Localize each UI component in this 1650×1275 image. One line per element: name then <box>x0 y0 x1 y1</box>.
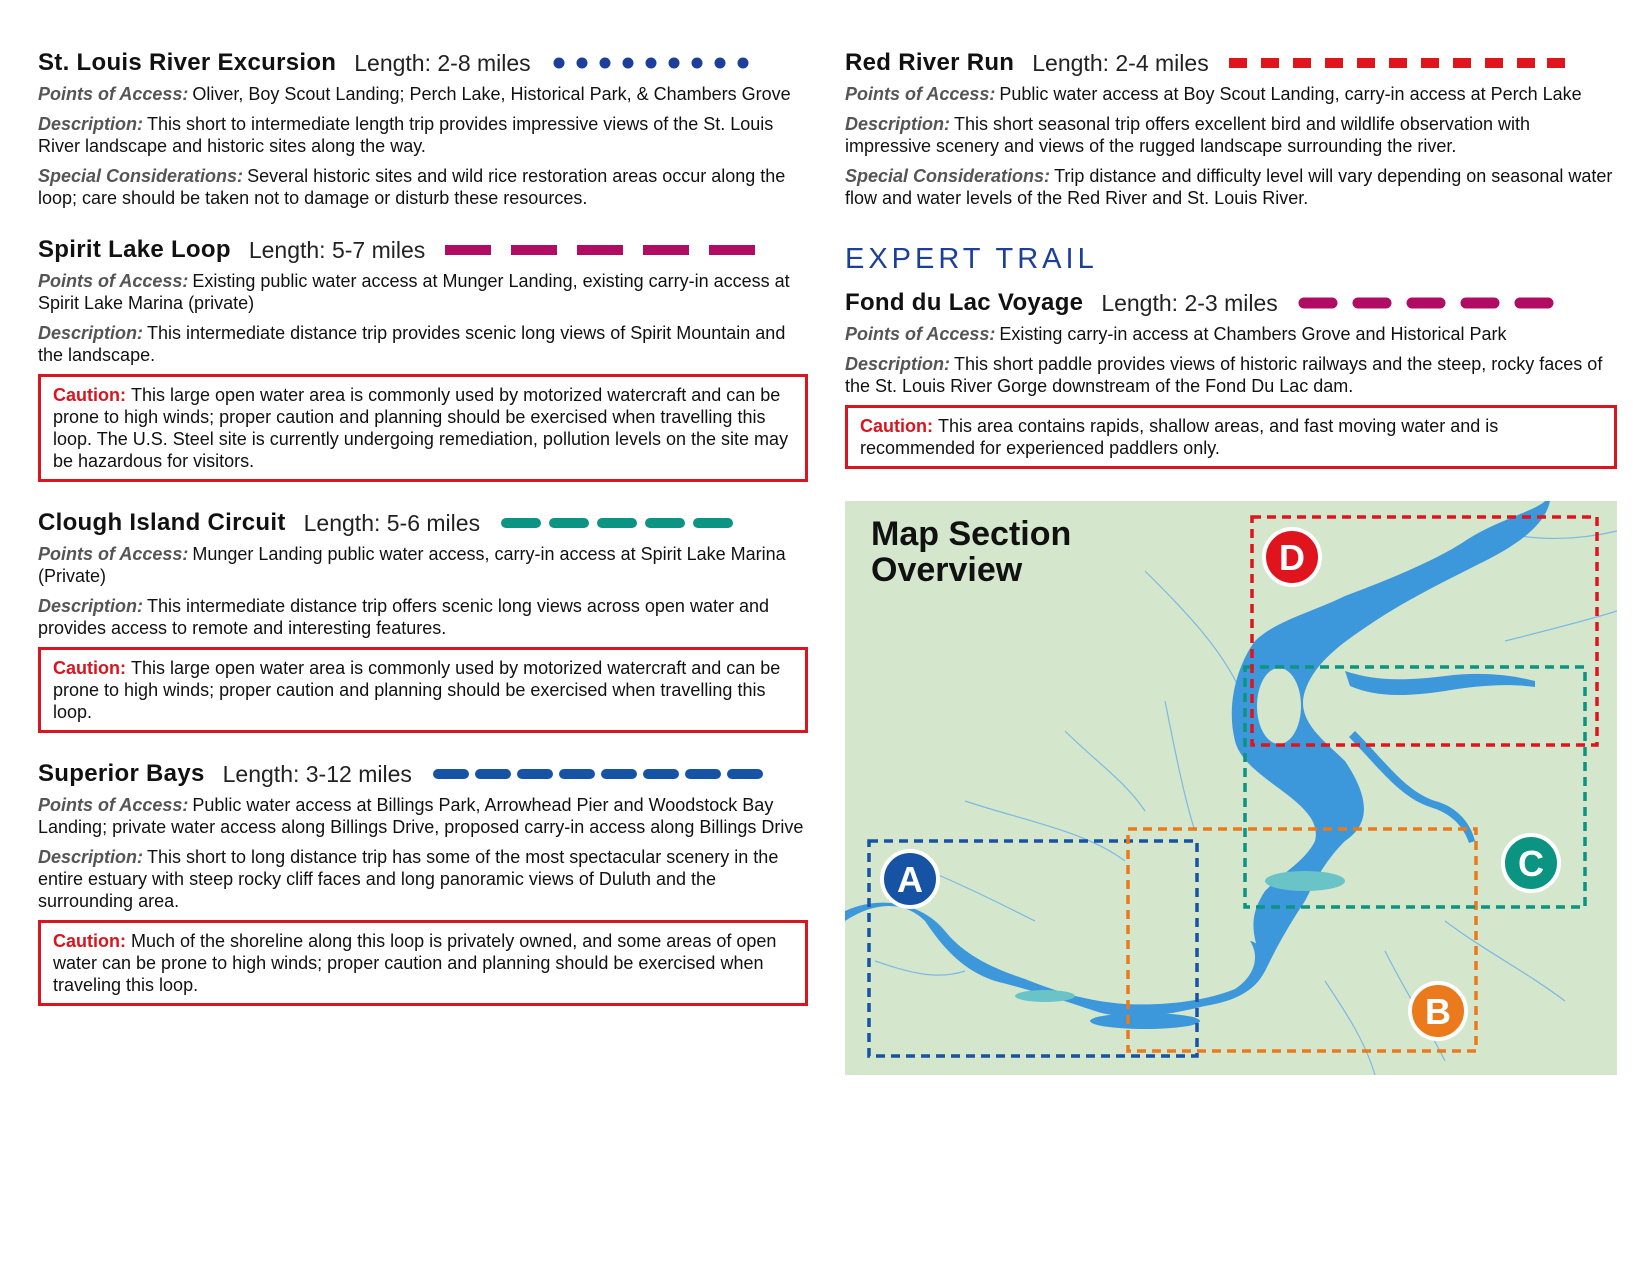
description: Description: This short paddle provides views of historic railways and the steep, rocky faces of the St. Louis River Gorge downstream of the Fond Du Lac dam. <box>845 354 1603 396</box>
trail-length: Length: 2-4 miles <box>1032 49 1209 76</box>
left-column <box>38 46 808 1030</box>
trail-fond-du-lac-voyage <box>845 286 1617 469</box>
trail-name: Clough Island Circuit <box>38 509 286 536</box>
trail-red-river-run <box>845 46 1617 209</box>
trail-header <box>38 233 808 267</box>
caution-box: Caution: This large open water area is commonly used by motorized watercraft and can be prone to high winds; proper caution and planning should be exercised when travelling this loop. <box>38 647 808 733</box>
dashed-line-icon <box>1229 56 1565 70</box>
trail-name: St. Louis River Excursion <box>38 49 337 76</box>
trail-header <box>38 506 808 540</box>
trail-name: Fond du Lac Voyage <box>845 289 1084 316</box>
trail-clough-island-circuit <box>38 506 808 733</box>
trail-length: Length: 5-7 miles <box>248 236 426 263</box>
right-column <box>845 46 1617 493</box>
trail-name: Spirit Lake Loop <box>38 236 231 263</box>
svg-text:D: D <box>1279 537 1305 578</box>
special-considerations: Special Considerations: Several historic sites and wild rice restoration areas occur along the loop; care should be taken not to damage or disturb these resources. <box>38 166 786 208</box>
points-of-access: Points of Access: Existing carry-in access at Chambers Grove and Historical Park <box>845 324 1507 344</box>
dashed-line-icon <box>432 767 767 781</box>
description: Description: This short to intermediate length trip provides impressive views of the St. Louis River landscape and historic sites along the way. <box>38 114 774 156</box>
trail-name: Red River Run <box>845 49 1015 76</box>
caution-box: Caution: This large open water area is commonly used by motorized watercraft and can be prone to high winds; proper caution and planning should be exercised when travelling this loop. The U.S. Steel site is currently undergoing remediation, pollution levels on the site may be hazardous for visitors. <box>38 374 808 482</box>
trail-length: Length: 2-8 miles <box>354 49 531 76</box>
special-considerations: Special Considerations: Trip distance and difficulty level will vary depending on seasonal water flow and water levels of the Red River and St. Louis River. <box>845 166 1613 208</box>
trail-length: Length: 2-3 miles <box>1101 289 1278 316</box>
caution-box: Caution: This area contains rapids, shallow areas, and fast moving water and is recommended for experienced paddlers only. <box>845 405 1617 469</box>
trail-length: Length: 3-12 miles <box>222 760 412 787</box>
map-wetland <box>1265 871 1345 891</box>
trail-name: Superior Bays <box>38 760 205 787</box>
trail-header <box>38 46 808 80</box>
map-section-overview <box>845 501 1617 1075</box>
points-of-access: Points of Access: Munger Landing public water access, carry-in access at Spirit Lake Marina (Private) <box>38 544 786 586</box>
dotted-line-icon <box>551 56 751 70</box>
section-badge-d[interactable] <box>1264 529 1320 585</box>
trail-header <box>845 286 1617 320</box>
map-island <box>1257 668 1301 744</box>
points-of-access: Points of Access: Public water access at Boy Scout Landing, carry-in access at Perch Lake <box>845 84 1582 104</box>
map-river-braid <box>1090 1013 1200 1029</box>
caution-box: Caution: Much of the shoreline along this loop is privately owned, and some areas of open water can be prone to high winds; proper caution and planning should be exercised when traveling this loop. <box>38 920 808 1006</box>
description: Description: This intermediate distance trip provides scenic long views of Spirit Mountain and the landscape. <box>38 323 786 365</box>
description: Description: This intermediate distance trip offers scenic long views across open water and provides access to remote and interesting features. <box>38 596 769 638</box>
points-of-access: Points of Access: Existing public water access at Munger Landing, existing carry-in access at Spirit Lake Marina (private) <box>38 271 790 313</box>
points-of-access: Points of Access: Public water access at Billings Park, Arrowhead Pier and Woodstock Bay Landing; private water access along Billings Drive, proposed carry-in access along Billings Drive <box>38 795 804 837</box>
expert-trail-heading: EXPERT TRAIL <box>845 243 1098 275</box>
section-badge-a[interactable] <box>882 851 938 907</box>
map-title-line1: Map Section <box>871 515 1072 553</box>
dashed-line-icon <box>500 516 740 530</box>
map-wetland <box>1015 990 1075 1002</box>
trail-superior-bays <box>38 757 808 1006</box>
svg-text:A: A <box>897 859 923 900</box>
section-badge-b[interactable] <box>1410 983 1466 1039</box>
trail-header <box>38 757 808 791</box>
trail-header <box>845 46 1617 80</box>
points-of-access: Points of Access: Oliver, Boy Scout Landing; Perch Lake, Historical Park, & Chambers Grove <box>38 84 791 104</box>
svg-text:B: B <box>1425 991 1451 1032</box>
map-title-line2: Overview <box>871 551 1023 589</box>
trail-spirit-lake-loop <box>38 233 808 482</box>
trail-length: Length: 5-6 miles <box>303 509 481 536</box>
dashed-line-icon <box>1298 296 1560 310</box>
dashed-line-icon <box>445 243 757 257</box>
map-graphic <box>845 501 1617 1075</box>
trail-st-louis-river-excursion <box>38 46 808 209</box>
description: Description: This short seasonal trip offers excellent bird and wildlife observation with impressive scenery and views of the rugged landscape surrounding the river. <box>845 114 1530 156</box>
section-badge-c[interactable] <box>1503 835 1559 891</box>
description: Description: This short to long distance trip has some of the most spectacular scenery in the entire estuary with steep rocky cliff faces and long panoramic views of Duluth and the surrounding area. <box>38 847 779 911</box>
svg-text:C: C <box>1518 843 1544 884</box>
